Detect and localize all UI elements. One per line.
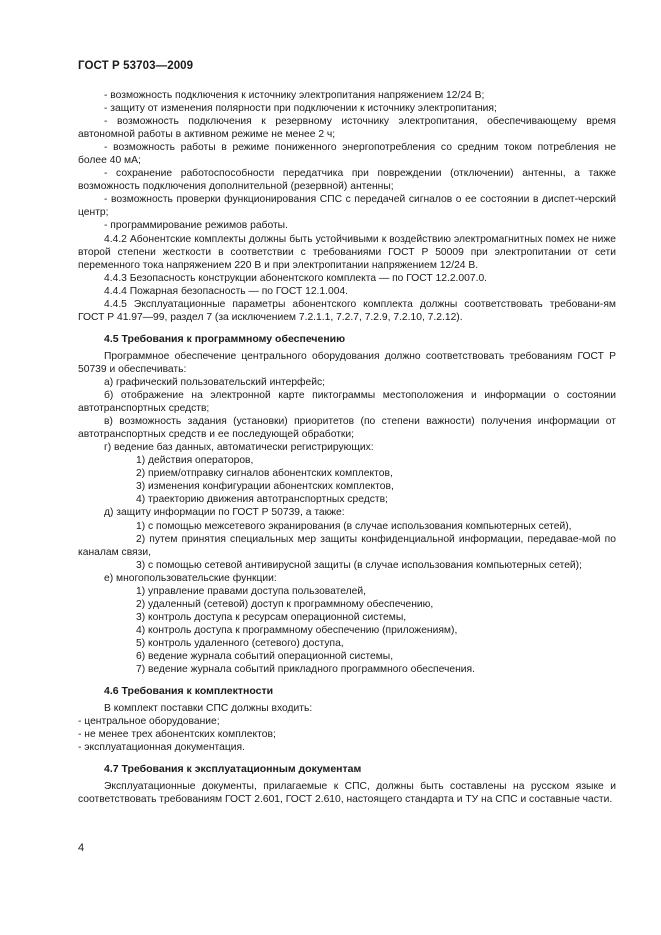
page-number: 4 <box>78 842 85 854</box>
sub-list-item: 2) удаленный (сетевой) доступ к программному обеспечению, <box>136 598 434 610</box>
sub-list-item: 5) контроль удаленного (сетевого) доступа, <box>136 637 344 649</box>
clause-4-4-5: 4.4.5 Эксплуатационные параметры абонентского комплекта должны соответствовать требовани-ям ГОСТ Р 41.97—99, раздел 7 (за исключением 7.2.1.1, 7.2.7, 7.2.9, 7.2.10, 7.2.12). <box>78 298 616 323</box>
list-item: д) защиту информации по ГОСТ Р 50739, а также: <box>104 507 345 519</box>
document-header: ГОСТ Р 53703—2009 <box>78 60 194 72</box>
section-intro: Программное обеспечение центрального оборудования должно соответствовать требованиям ГОСТ Р 50739 и обеспечивать: <box>78 350 616 375</box>
clause-4-4-2: 4.4.2 Абонентские комплекты должны быть устойчивыми к воздействию электромагнитных помех не ниже второй степени жесткости в соответствии с требованиями ГОСТ Р 50009 при электропитании от сети переменного тока напряжением 220 В и при электропитании напряжением 12/24 В. <box>78 233 616 271</box>
sub-list-item: 1) действия операторов, <box>136 455 254 467</box>
list-item: г) ведение баз данных, автоматически регистрирующих: <box>104 442 374 454</box>
text-paragraph: - сохранение работоспособности передатчика при повреждении (отключении) антенны, а также возможность подключения дополнительной (резервной) антенны; <box>78 168 616 193</box>
sub-list-item: 3) контроль доступа к ресурсам операционной системы, <box>136 611 407 623</box>
text-paragraph: - возможность проверки функционирования СПС с передачей сигналов о ее состоянии в диспет-черский центр; <box>78 194 616 219</box>
sub-list-item: 3) изменения конфигурации абонентских комплектов, <box>136 481 394 493</box>
list-item: - не менее трех абонентских комплектов; <box>78 729 276 741</box>
sub-list-item: 1) с помощью межсетевого экранирования (в случае использования компьютерных сетей), <box>136 520 572 532</box>
text-paragraph: - возможность подключения к резервному источнику электропитания, обеспечивающему время автономной работы в активном режиме не менее 2 ч; <box>78 116 616 141</box>
section-heading-4-6: 4.6 Требования к комплектности <box>104 685 274 698</box>
text-paragraph: - программирование режимов работы. <box>104 220 288 232</box>
sub-list-item: 2) путем принятия специальных мер защиты конфиденциальной информации, передавае-мой по каналам связи, <box>78 533 616 558</box>
text-line: - защиту от изменения полярности при подключении к источнику электропитания; <box>104 103 497 115</box>
clause-4-4-3: 4.4.3 Безопасность конструкции абонентского комплекта — по ГОСТ 12.2.007.0. <box>104 272 488 284</box>
list-item: а) графический пользовательский интерфейс; <box>104 376 326 388</box>
list-item: - эксплуатационная документация. <box>78 742 245 754</box>
clause-4-4-4: 4.4.4 Пожарная безопасность — по ГОСТ 12.1.004. <box>104 285 349 297</box>
text-paragraph: - возможность работы в режиме пониженного энергопотребления со средним током потребления не более 40 мА; <box>78 142 616 167</box>
sub-list-item: 4) траекторию движения автотранспортных средств; <box>136 494 388 506</box>
sub-list-item: 7) ведение журнала событий прикладного программного обеспечения. <box>136 664 475 676</box>
sub-list-item: 1) управление правами доступа пользователей, <box>136 585 366 597</box>
list-item: - центральное оборудование; <box>78 716 220 728</box>
section-heading-4-7: 4.7 Требования к эксплуатационным документам <box>104 763 362 776</box>
text-line: - возможность подключения к источнику электропитания напряжением 12/24 В; <box>104 90 485 101</box>
sub-list-item: 6) ведение журнала событий операционной системы, <box>136 650 394 662</box>
list-item: б) отображение на электронной карте пиктограммы местоположения и информации о состоянии автотранспортных средств; <box>78 390 616 415</box>
section-text: Эксплуатационные документы, прилагаемые к СПС, должны быть составлены на русском языке и соответствовать требованиям ГОСТ 2.601, ГОСТ 2.610, настоящего стандарта и ТУ на СПС и составные части. <box>78 781 616 806</box>
sub-list-item: 2) прием/отправку сигналов абонентских комплектов, <box>136 468 393 480</box>
sub-list-item: 3) с помощью сетевой антивирусной защиты (в случае использования компьютерных сетей); <box>136 559 582 571</box>
list-item: в) возможность задания (установки) приоритетов (по степени важности) получения информации от автотранспортных средств и ее последующей обработки; <box>78 416 616 441</box>
document-body <box>78 89 616 806</box>
sub-list-item: 4) контроль доступа к программному обеспечению (приложениям), <box>136 624 458 636</box>
section-heading-4-5: 4.5 Требования к программному обеспечению <box>104 332 346 345</box>
section-intro: В комплект поставки СПС должны входить: <box>104 703 313 715</box>
list-item: е) многопользовательские функции: <box>104 572 277 584</box>
